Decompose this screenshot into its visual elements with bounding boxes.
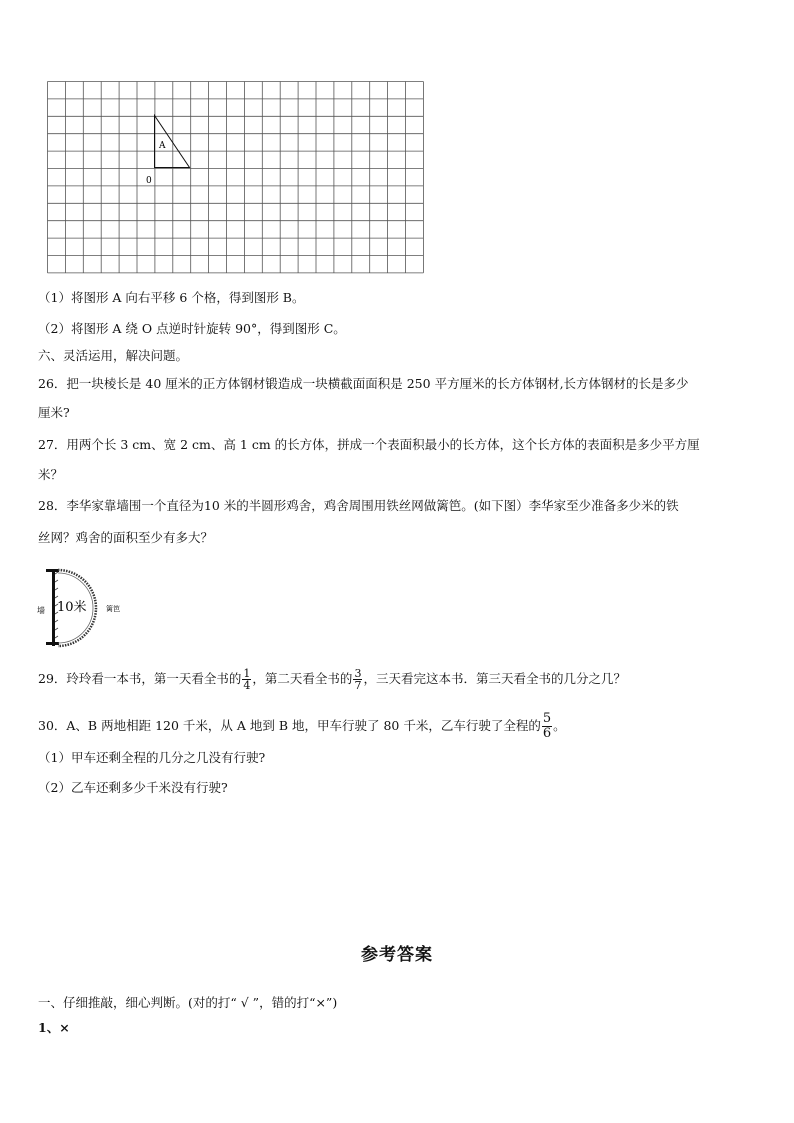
answers-title: 参考答案 bbox=[361, 945, 433, 965]
q29-part-b: ，第二天看全书的 bbox=[252, 671, 353, 686]
fraction-5-6 bbox=[542, 712, 552, 741]
q27-line2: 米？ bbox=[38, 467, 64, 482]
section6-heading: 六、灵活运用，解决问题。 bbox=[38, 348, 189, 363]
q28-line2: 丝网？鸡舍的面积至少有多大？ bbox=[38, 530, 214, 545]
q26-line1: 26．把一块棱长是 40 厘米的正方体钢材锻造成一块横截面面积是 250 平方厘米的长方体钢材,长方体钢材的长是多少 bbox=[38, 376, 689, 391]
fraction-numerator: 1 bbox=[243, 667, 251, 680]
diameter-label: 10米 bbox=[57, 600, 87, 615]
q27-line1: 27．用两个长 3 cm、宽 2 cm、高 1 cm 的长方体，拼成一个表面积最小的长方体，这个长方体的表面积是多少平方厘 bbox=[38, 437, 700, 452]
q25-part1: （1）将图形 A 向右平移 6 个格，得到图形 B。 bbox=[38, 290, 305, 305]
grid-figure bbox=[46, 80, 424, 274]
q30-part1: （1）甲车还剩全程的几分之几没有行驶? bbox=[38, 750, 266, 765]
q30-text: 30．A、B 两地相距 120 千米，从 A 地到 B 地，甲车行驶了 80 千米，乙车行驶了全程的 bbox=[38, 718, 541, 733]
fraction-denominator: 6 bbox=[542, 726, 552, 741]
q30 bbox=[38, 712, 566, 741]
shape-a-label: A bbox=[159, 141, 166, 151]
q25-part2: （2）将图形 A 绕 O 点逆时针旋转 90°，得到图形 C。 bbox=[38, 321, 346, 336]
semicircle-coop-figure bbox=[36, 562, 136, 654]
wall-label: 墙 bbox=[37, 606, 45, 615]
answers-section1: 一、仔细推敲，细心判断。(对的打“ √ ”，错的打“×”) bbox=[38, 995, 338, 1010]
fraction-1-4 bbox=[242, 668, 251, 691]
fraction-numerator: 5 bbox=[542, 711, 552, 726]
wall bbox=[52, 570, 55, 646]
q29-part-a: 29．玲玲看一本书，第一天看全书的 bbox=[38, 671, 242, 686]
answer-item-1: 1、× bbox=[38, 1020, 70, 1035]
fraction-numerator: 3 bbox=[354, 667, 362, 680]
q29 bbox=[38, 668, 626, 691]
point-o-label: 0 bbox=[146, 176, 152, 186]
fence-label: 篱笆 bbox=[106, 605, 120, 613]
fraction-denominator: 7 bbox=[354, 679, 362, 692]
q30-end: 。 bbox=[553, 718, 566, 733]
q26-line2: 厘米? bbox=[38, 405, 70, 420]
fraction-3-7 bbox=[353, 668, 362, 691]
q29-part-c: ，三天看完这本书．第三天看全书的几分之几？ bbox=[363, 671, 626, 686]
fraction-denominator: 4 bbox=[243, 679, 251, 692]
grid-lines bbox=[48, 82, 424, 273]
q30-part2: （2）乙车还剩多少千米没有行驶? bbox=[38, 780, 228, 795]
q28-line1: 28．李华家靠墙围一个直径为10 米的半圆形鸡舍，鸡舍周围用铁丝网做篱笆。(如下图）李华家至少准备多少米的铁 bbox=[38, 498, 679, 513]
